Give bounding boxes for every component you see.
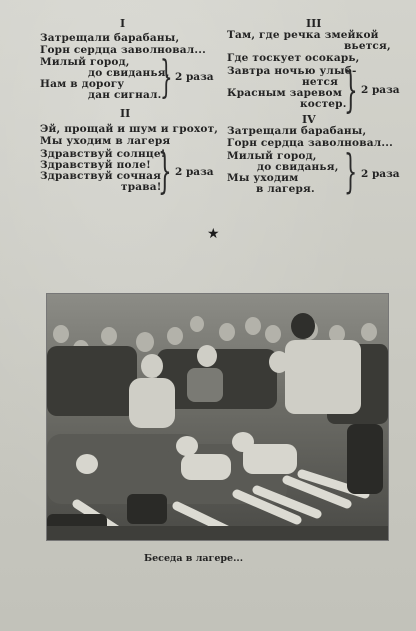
star-divider-icon: ★ xyxy=(207,226,220,242)
verse-3-line: Там, где речка змейкой xyxy=(227,29,379,41)
verse-3-line: вьется, xyxy=(344,40,391,52)
verse-3-brace: } xyxy=(344,62,358,118)
verse-1-numeral: I xyxy=(120,17,126,30)
verse-1-line: Нам в дорогу xyxy=(40,78,125,90)
verse-2-line: трава! xyxy=(121,181,162,193)
verse-1-line: Горн сердца заволновал... xyxy=(40,44,206,56)
verse-2-line: Здравствуй поле! xyxy=(40,159,151,171)
verse-4-line: в лагеря. xyxy=(256,183,315,195)
verse-3-line: Где тоскует осокарь, xyxy=(227,52,360,64)
verse-4-line: Мы уходим xyxy=(227,172,299,184)
verse-4-numeral: IV xyxy=(302,113,316,126)
verse-3-numeral: III xyxy=(306,17,322,30)
verse-2-line: Здравствуй сочная xyxy=(40,170,162,182)
verse-3-line: Завтра ночью улыб- xyxy=(227,65,357,77)
verse-4-line: Затрещали барабаны, xyxy=(227,125,367,137)
verse-1-line: Затрещали барабаны, xyxy=(40,32,180,44)
verse-2-line: Мы уходим в лагеря xyxy=(40,135,171,147)
verse-3-repeat: 2 раза xyxy=(361,84,400,96)
verse-2-line: Эй, прощай и шум и грохот, xyxy=(40,123,219,135)
verse-1-line: дан сигнал. xyxy=(88,89,162,101)
verse-4-brace: } xyxy=(344,144,358,198)
verse-1-repeat: 2 раза xyxy=(175,71,214,83)
verse-1-brace: } xyxy=(160,52,173,103)
verse-3-line: костер. xyxy=(300,98,347,110)
verse-4-line: до свиданья, xyxy=(257,161,339,173)
verse-4-line: Милый город, xyxy=(227,150,317,162)
verse-2-line: Здравствуй солнце! xyxy=(40,148,166,160)
verse-4-repeat: 2 раза xyxy=(361,168,400,180)
verse-1-line: до свиданья, xyxy=(88,67,170,79)
verse-2-repeat: 2 раза xyxy=(175,166,214,178)
photo-caption: Беседа в лагере... xyxy=(144,553,244,564)
verse-2-numeral: II xyxy=(120,107,131,120)
verse-3-line: Красным заревом xyxy=(227,87,343,99)
verse-2-brace: } xyxy=(158,143,172,199)
camp-photo xyxy=(46,293,389,541)
verse-4-line: Горн сердца заволновал... xyxy=(227,137,393,149)
verse-3-line: нется xyxy=(302,76,339,88)
verse-1-line: Милый город, xyxy=(40,56,130,68)
